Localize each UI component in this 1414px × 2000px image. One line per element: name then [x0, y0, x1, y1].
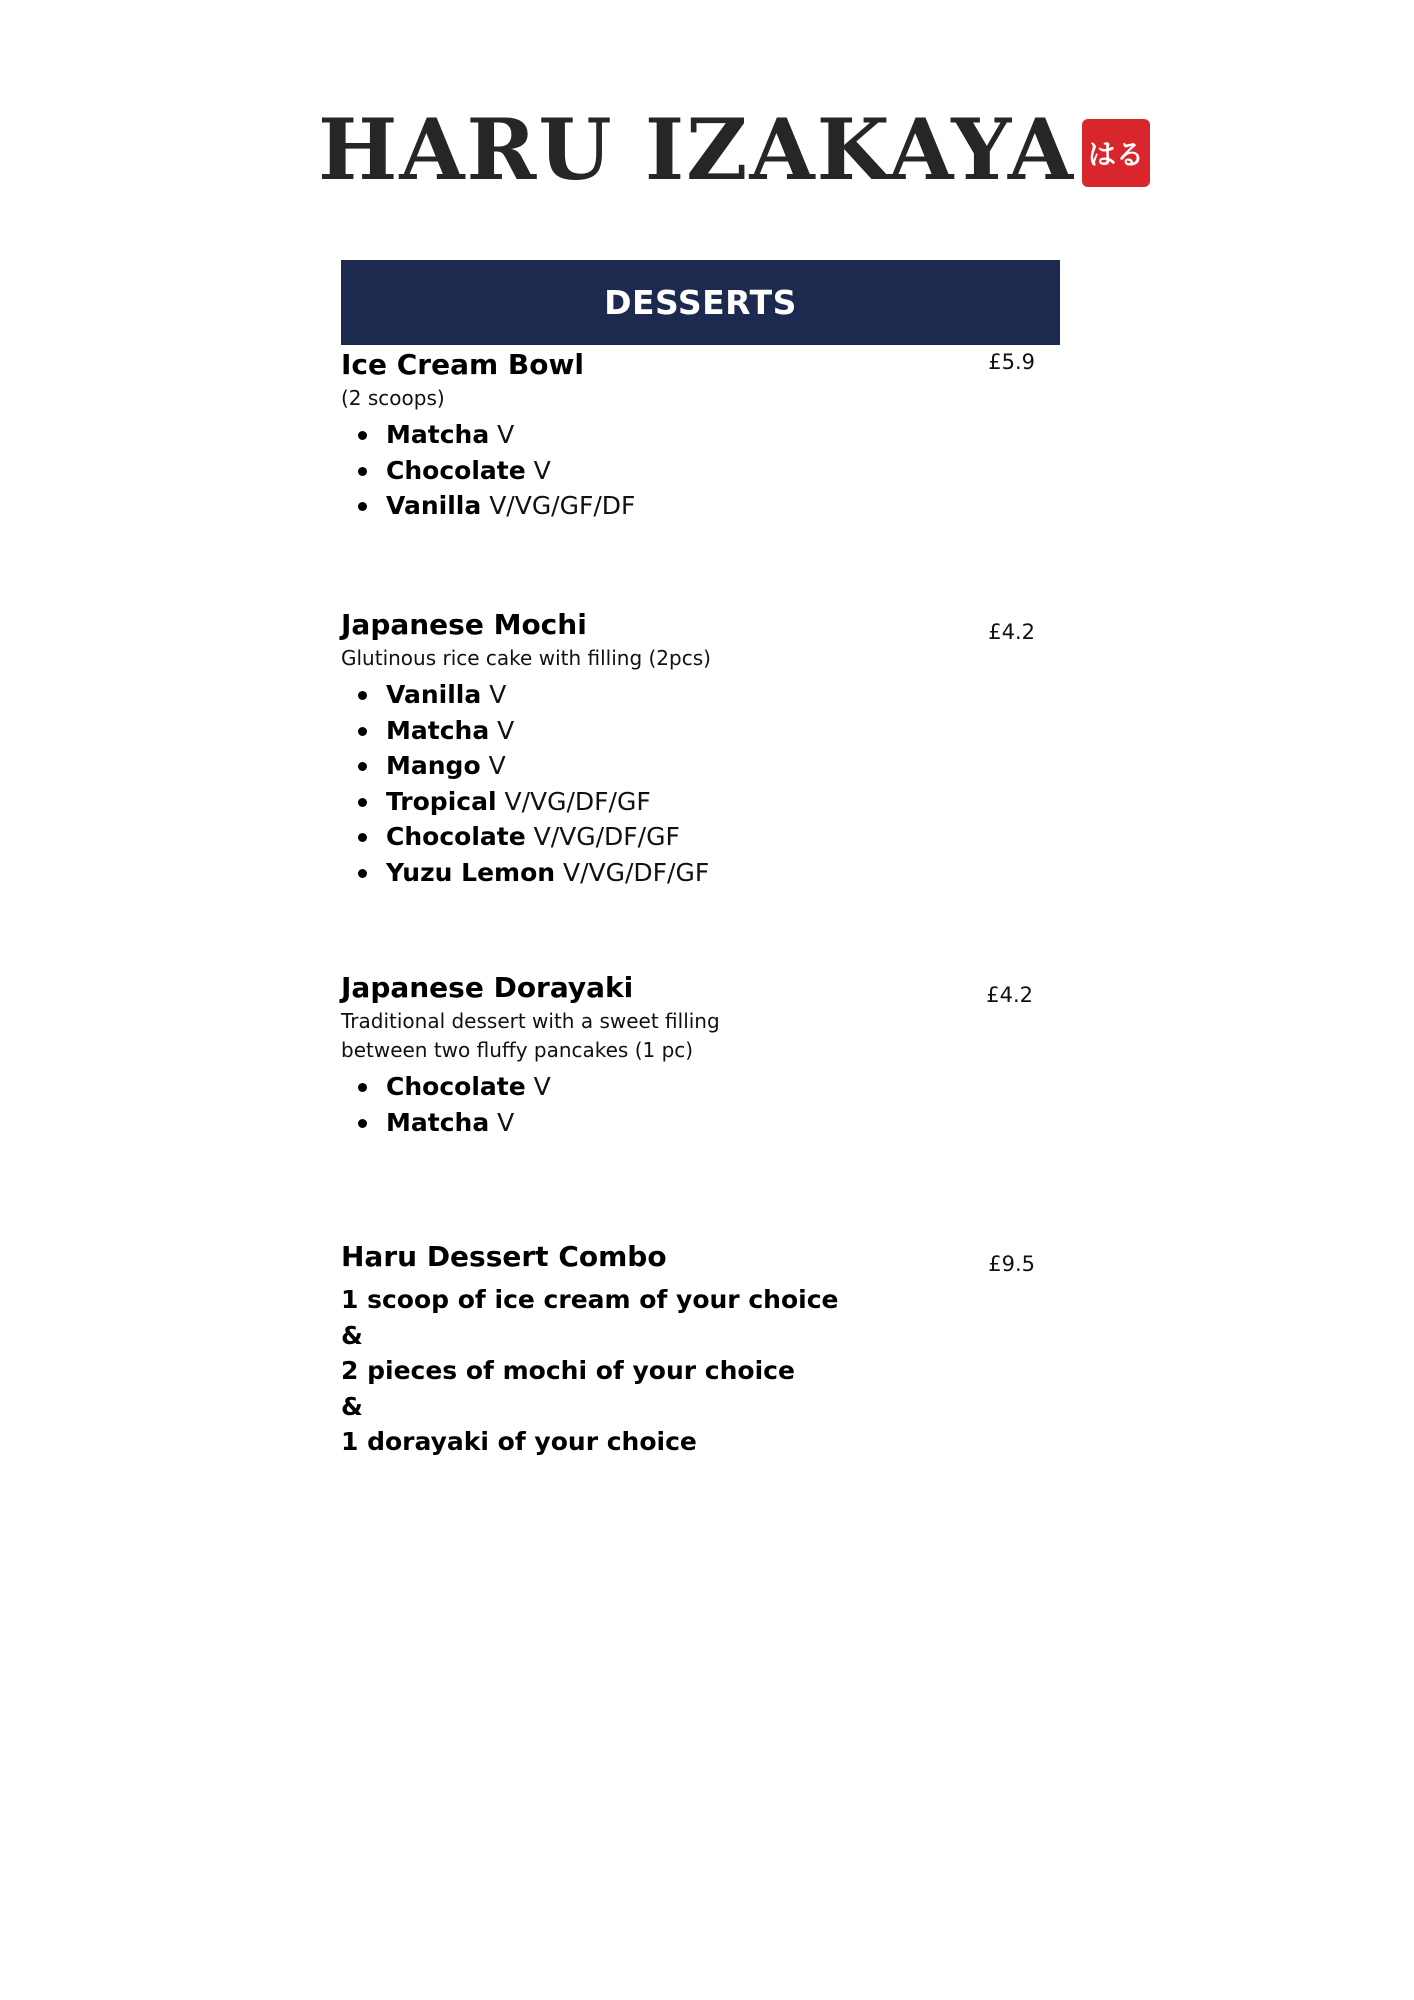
option-item: [341, 1105, 1060, 1141]
option-tags: V/VG/DF/GF: [504, 786, 651, 816]
item-price: £4.2: [986, 983, 1033, 1007]
option-tags: V/VG/DF/GF: [533, 822, 680, 851]
option-name: Chocolate: [386, 822, 526, 851]
item-name: Japanese Dorayaki: [341, 971, 634, 1004]
option-name: Chocolate: [386, 455, 526, 485]
option-item: [341, 1069, 1060, 1105]
combo-line: &: [341, 1320, 363, 1350]
option-item: [341, 417, 1060, 453]
item-name: Ice Cream Bowl: [341, 348, 584, 381]
combo-description: [341, 1282, 1060, 1460]
option-name: Tropical: [386, 786, 497, 816]
option-item: [341, 453, 1060, 489]
menu-item-ice-cream-bowl: [341, 348, 1060, 524]
option-tags: V: [533, 1072, 551, 1101]
section-title: DESSERTS: [604, 283, 797, 322]
item-name: Haru Dessert Combo: [341, 1240, 667, 1273]
option-item: [341, 713, 1060, 749]
option-tags: V: [488, 751, 506, 780]
bullet-icon: [358, 431, 367, 440]
option-list: [341, 677, 1060, 890]
option-item: [341, 748, 1060, 784]
option-tags: V/VG/GF/DF: [489, 491, 636, 520]
option-tags: V: [497, 715, 515, 745]
combo-line: 2 pieces of mochi of your choice: [341, 1356, 795, 1385]
option-name: Mango: [386, 751, 481, 780]
combo-line: 1 dorayaki of your choice: [341, 1427, 697, 1456]
bullet-icon: [358, 1119, 367, 1128]
menu-item-japanese-mochi: [341, 608, 1060, 890]
item-description: (2 scoops): [341, 386, 445, 410]
brand-name: HARU IZAKAYA: [318, 100, 1075, 199]
option-item: [341, 855, 1060, 891]
option-list: [341, 417, 1060, 524]
item-name: Japanese Mochi: [341, 608, 587, 641]
option-tags: V: [489, 680, 507, 709]
brand-header: [318, 100, 1168, 199]
item-description-line: between two fluffy pancakes (1 pc): [341, 1038, 694, 1062]
combo-line: 1 scoop of ice cream of your choice: [341, 1285, 839, 1314]
option-item: [341, 819, 1060, 855]
item-price: £4.2: [988, 620, 1035, 644]
bullet-icon: [358, 691, 367, 700]
item-description: Glutinous rice cake with filling (2pcs): [341, 646, 711, 670]
option-name: Vanilla: [386, 680, 482, 709]
bullet-icon: [358, 727, 367, 736]
item-price: £5.9: [988, 350, 1035, 374]
option-name: Matcha: [386, 1107, 490, 1137]
bullet-icon: [358, 833, 367, 842]
bullet-icon: [358, 869, 367, 878]
option-tags: V: [533, 455, 551, 485]
option-tags: V: [497, 1107, 515, 1137]
menu-item-japanese-dorayaki: [341, 971, 1060, 1140]
option-list: [341, 1069, 1060, 1140]
option-item: [341, 784, 1060, 820]
item-price: £9.5: [988, 1252, 1035, 1276]
option-item: [341, 677, 1060, 713]
option-item: [341, 488, 1060, 524]
option-name: Vanilla: [386, 491, 482, 520]
option-tags: V/VG/DF/GF: [563, 857, 710, 887]
bullet-icon: [358, 1083, 367, 1092]
bullet-icon: [358, 798, 367, 807]
bullet-icon: [358, 467, 367, 476]
option-name: Matcha: [386, 715, 490, 745]
option-name: Matcha: [386, 420, 490, 449]
menu-item-haru-dessert-combo: [341, 1240, 1060, 1460]
option-tags: V: [497, 420, 515, 449]
option-name: Yuzu Lemon: [386, 857, 556, 887]
bullet-icon: [358, 762, 367, 771]
bullet-icon: [358, 502, 367, 511]
brand-badge-logo: はる: [1082, 119, 1150, 187]
combo-line: &: [341, 1391, 363, 1421]
item-description-line: Traditional dessert with a sweet filling: [341, 1009, 720, 1033]
section-banner: [341, 260, 1060, 345]
option-name: Chocolate: [386, 1072, 526, 1101]
